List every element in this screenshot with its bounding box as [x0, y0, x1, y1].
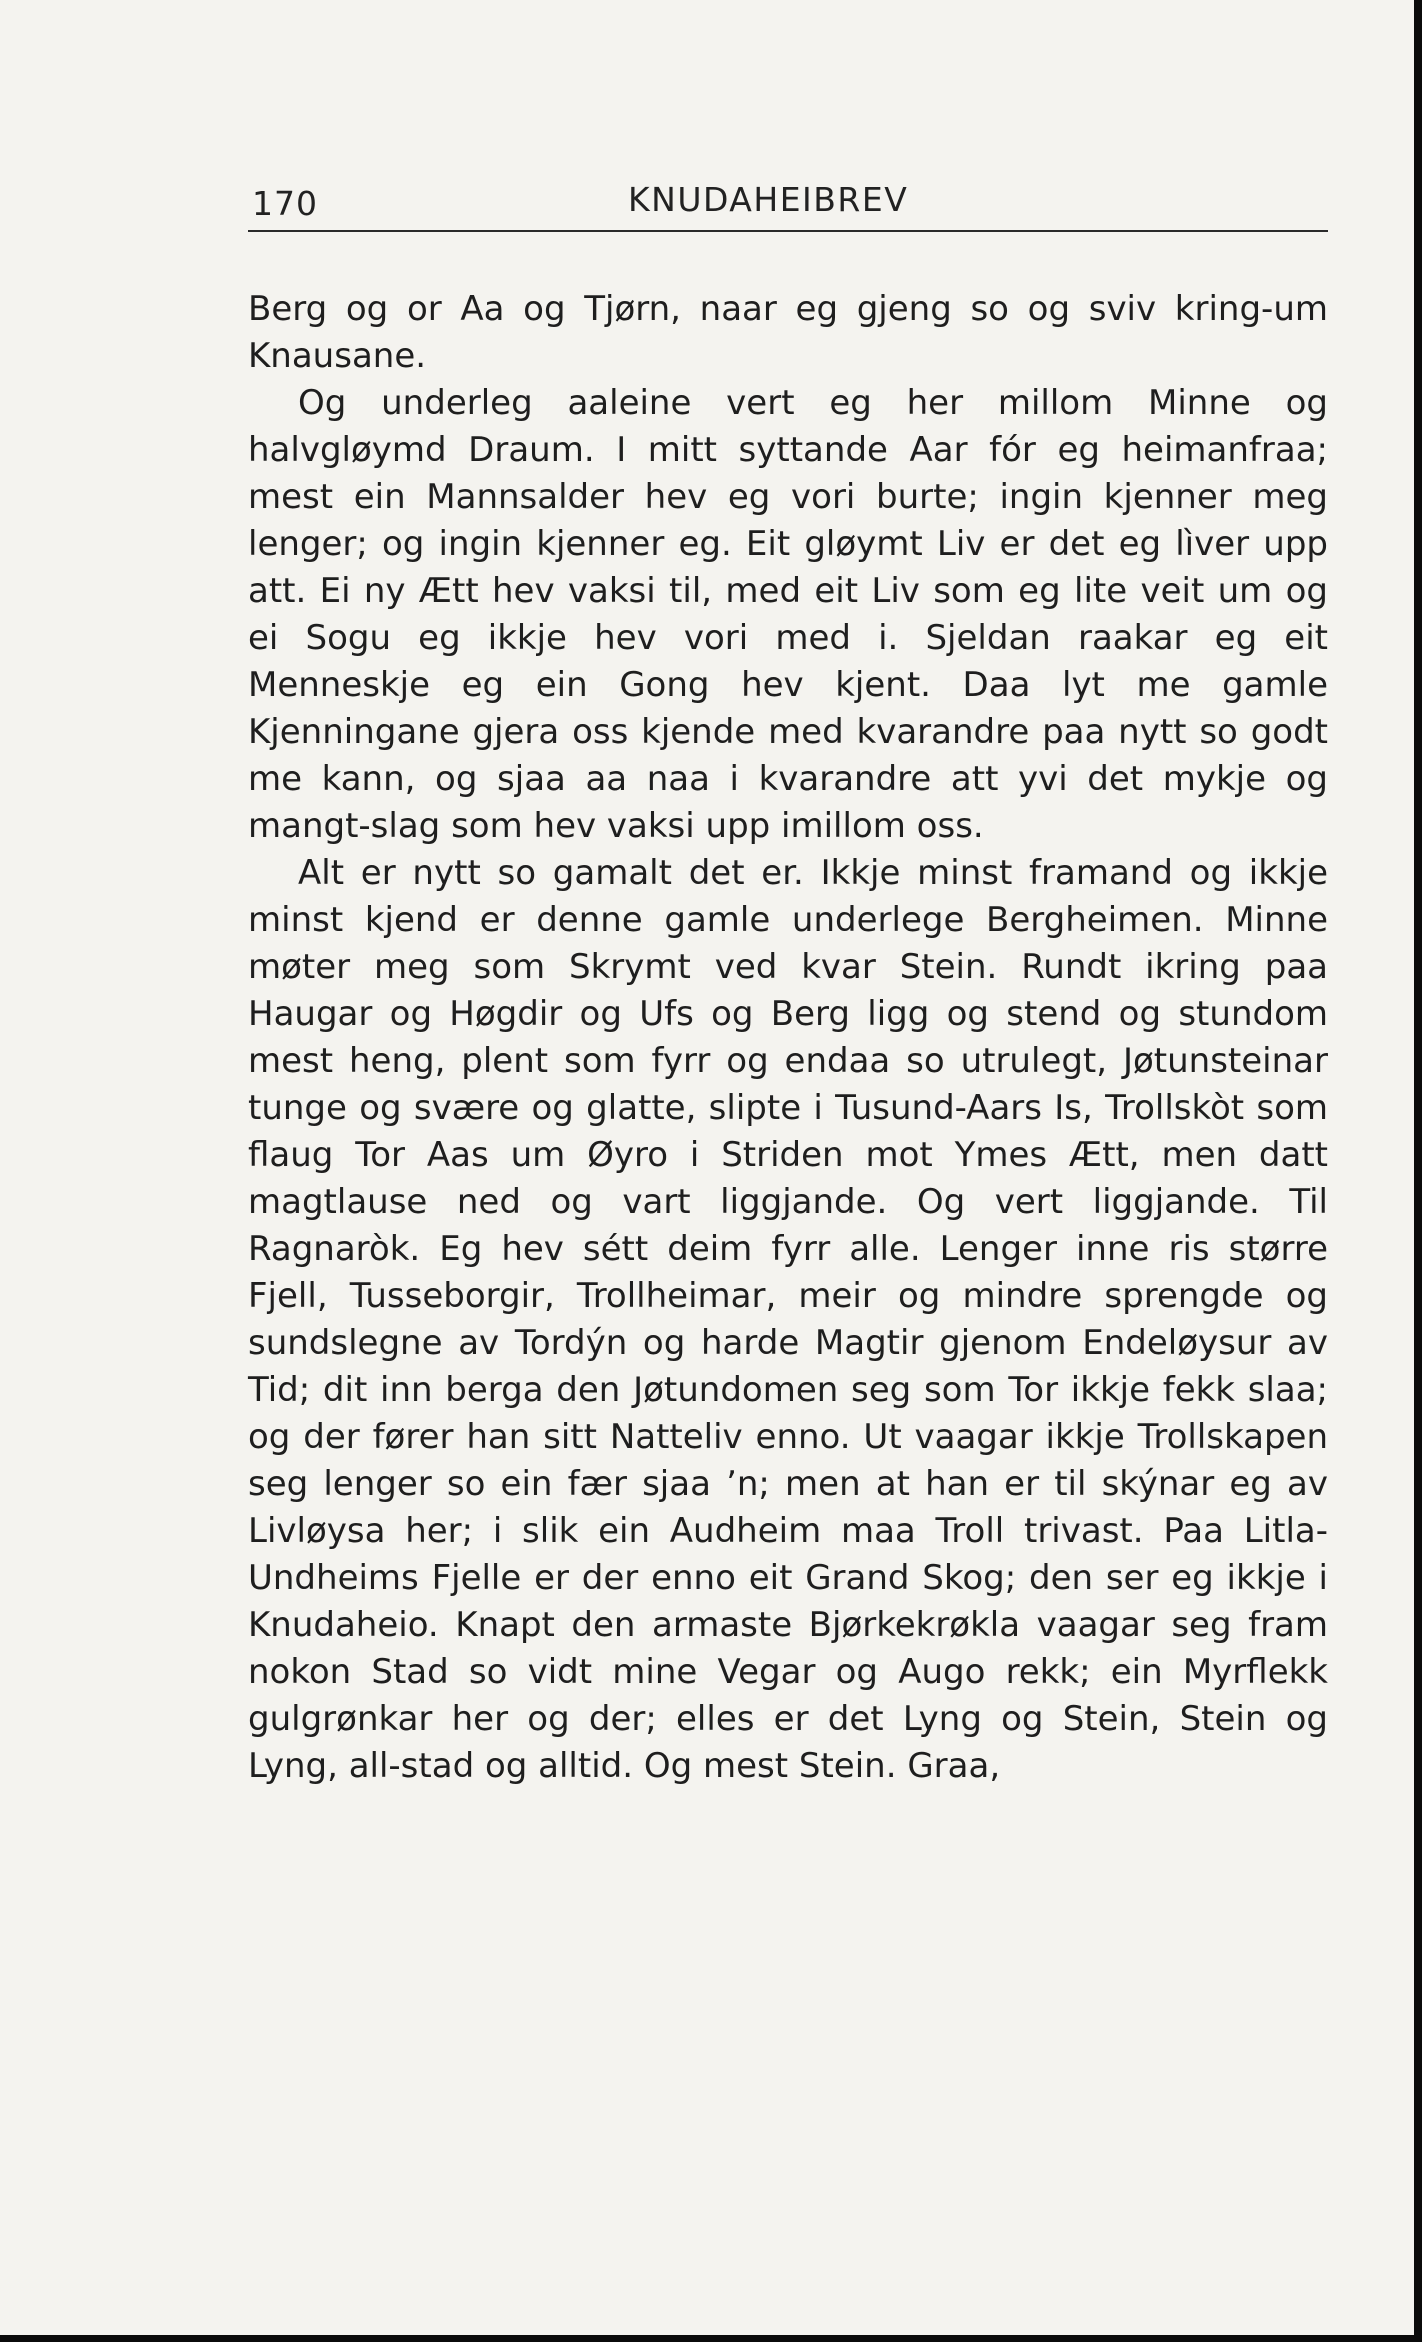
paragraph-3: Alt er nytt so gamalt det er. Ikkje minst framand og ikkje minst kjend er denne gamle underlege Bergheimen. Minne møter meg som Skrymt ved kvar Stein. Rundt ikring paa Haugar og Høgdir og Ufs og Berg ligg og stend og stundom mest heng, plent som fyrr og endaa so utrulegt, Jøtunsteinar tunge og svære og glatte, slipte i Tusund-Aars Is, Trollskòt som flaug Tor Aas um Øyro i Striden mot Ymes Ætt, men datt magtlause ned og vart liggjande. Og vert liggjande. Til Ragnaròk. Eg hev sétt deim fyrr alle. Lenger inne ris større Fjell, Tusseborgir, Trollheimar, meir og mindre sprengde og sundslegne av Tordýn og harde Magtir gjenom Endeløysur av Tid; dit inn berga den Jøtundomen seg som Tor ikkje fekk slaa; og der fører han sitt Natteliv enno. Ut vaagar ikkje Trollskapen seg lenger so ein fær sjaa ’n; men at han er til skýnar eg av Livløysa her; i slik ein Audheim maa Troll trivast. Paa Litla-Undheims Fjelle er der enno eit Grand Skog; den ser eg ikkje i Knudaheio. Knapt den armaste Bjørkekrøkla vaagar seg fram nokon Stad so vidt mine Vegar og Augo rekk; ein Myrflekk gulgrønkar her og der; elles er det Lyng og Stein, Stein og Lyng, all-stad og alltid. Og mest Stein. Graa,: [248, 853, 1328, 1786]
body-text: [248, 286, 1328, 1790]
scan-border-bottom: [0, 2335, 1422, 2342]
paragraph-2: Og underleg aaleine vert eg her millom Minne og halvgløymd Draum. I mitt syttande Aar fór eg heimanfraa; mest ein Mannsalder hev eg vori burte; ingin kjenner meg lenger; og ingin kjenner eg. Eit gløymt Liv er det eg lìver upp att. Ei ny Ætt hev vaksi til, med eit Liv som eg lite veit um og ei Sogu eg ikkje hev vori med i. Sjeldan raakar eg eit Menneskje eg ein Gong hev kjent. Daa lyt me gamle Kjenningane gjera oss kjende med kvarandre paa nytt so godt me kann, og sjaa aa naa i kvarandre att yvi det mykje og mangt-slag som hev vaksi upp imillom oss.: [248, 383, 1328, 846]
running-title: KNUDAHEIBREV: [628, 180, 909, 219]
page-number: 170: [252, 184, 318, 223]
header-rule: [248, 230, 1328, 232]
running-head: [248, 178, 1328, 230]
paragraph-1: Berg og or Aa og Tjørn, naar eg gjeng so og sviv kring-um Knausane.: [248, 289, 1328, 376]
scan-border-right: [1414, 0, 1422, 2342]
book-page: [248, 178, 1328, 1790]
